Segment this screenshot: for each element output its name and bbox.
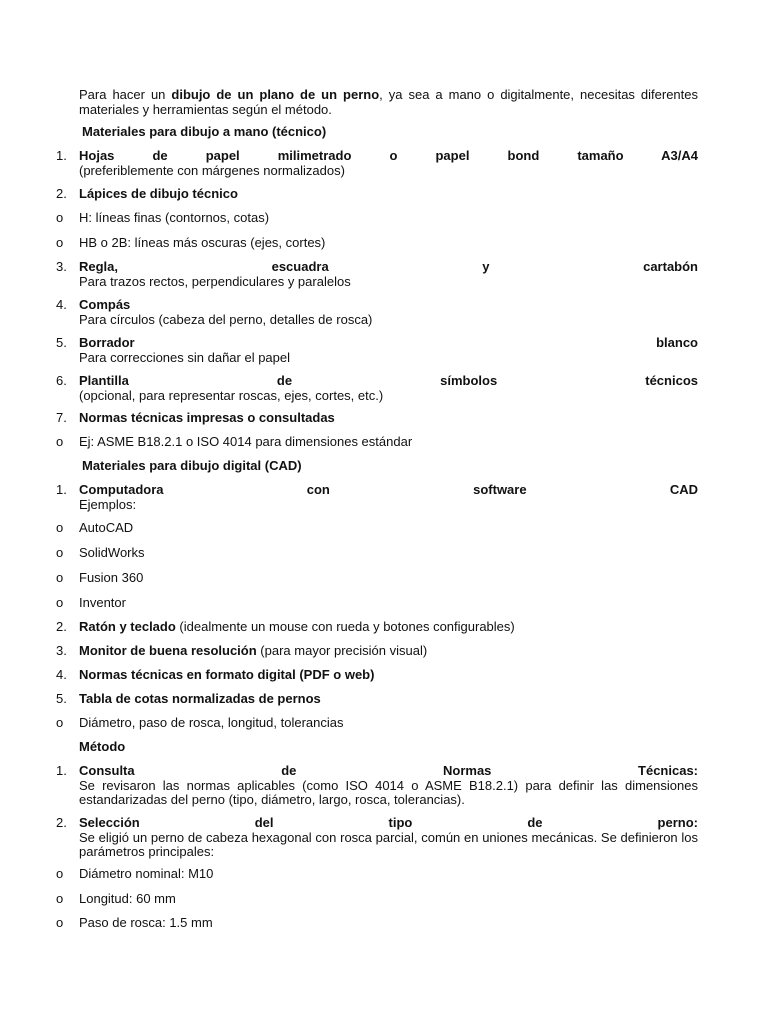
list-number: 3. (56, 643, 67, 658)
list-item-text: Ej: ASME B18.2.1 o ISO 4014 para dimensiones estándar (79, 434, 413, 449)
intro-line-1: Para hacer un dibujo de un plano de un perno, ya sea a mano o digitalmente, necesitas diferentes (79, 87, 698, 102)
bullet-marker: o (56, 595, 64, 610)
manual-item-5-desc: Para correcciones sin dañar el papel (79, 349, 291, 365)
list-item-text: Fusion 360 (79, 570, 144, 585)
manual-item-2-title: Lápices de dibujo técnico (79, 186, 238, 201)
bullet-marker: o (56, 434, 64, 449)
list-item-text: HB o 2B: líneas más oscuras (ejes, cortes) (79, 235, 326, 250)
method-item-1-title: Consulta de Normas Técnicas: (79, 763, 698, 778)
manual-item-5-title: Borrador blanco (79, 335, 698, 350)
list-number: 3. (56, 259, 67, 274)
list-item-text: Paso de rosca: 1.5 mm (79, 915, 213, 930)
method-heading: Método (79, 739, 126, 754)
list-number: 6. (56, 373, 67, 388)
list-number: 7. (56, 410, 67, 425)
bullet-marker: o (56, 520, 64, 535)
manual-heading: Materiales para dibujo a mano (técnico) (82, 124, 327, 139)
manual-item-4-title: Compás (79, 297, 131, 312)
list-item-text: Diámetro, paso de rosca, longitud, tolerancias (79, 715, 344, 730)
list-number: 1. (56, 148, 67, 163)
list-item-text: H: líneas finas (contornos, cotas) (79, 210, 270, 225)
method-item-1-desc: Se revisaron las normas aplicables (como ISO 4014 o ASME B18.2.1) para definir las dimensiones estandarizadas del perno (tipo, diámetro, largo, rosca, tolerancias). (79, 777, 698, 807)
bullet-marker: o (56, 235, 64, 250)
manual-item-4-desc: Para círculos (cabeza del perno, detalles de rosca) (79, 311, 373, 327)
manual-item-6-desc: (opcional, para representar roscas, ejes, cortes, etc.) (79, 387, 384, 403)
manual-item-1-title: Hojas de papel milimetrado o papel bond tamaño A3/A4 (79, 148, 698, 163)
bullet-marker: o (56, 545, 64, 560)
digital-item-1-desc: Ejemplos: (79, 496, 137, 512)
list-number: 1. (56, 763, 67, 778)
list-number: 4. (56, 667, 67, 682)
list-number: 2. (56, 815, 67, 830)
bullet-marker: o (56, 210, 64, 225)
manual-item-1-desc: (preferiblemente con márgenes normalizados) (79, 162, 345, 178)
list-number: 2. (56, 619, 67, 634)
intro-bold: dibujo de un plano de un perno (171, 87, 380, 102)
digital-item-4-text: Normas técnicas en formato digital (PDF o web) (79, 667, 375, 682)
digital-item-3-text: Monitor de buena resolución (para mayor precisión visual) (79, 643, 428, 658)
method-item-2-desc: Se eligió un perno de cabeza hexagonal con rosca parcial, común en uniones mecánicas. Se definieron los parámetros principales: (79, 829, 698, 859)
list-number: 2. (56, 186, 67, 201)
manual-item-6-title: Plantilla de símbolos técnicos (79, 373, 698, 388)
manual-item-3-desc: Para trazos rectos, perpendiculares y paralelos (79, 273, 351, 289)
bullet-marker: o (56, 915, 64, 930)
digital-item-2-text: Ratón y teclado (idealmente un mouse con rueda y botones configurables) (79, 619, 515, 634)
method-item-2-title: Selección del tipo de perno: (79, 815, 698, 830)
digital-heading: Materiales para dibujo digital (CAD) (82, 458, 302, 473)
bullet-marker: o (56, 715, 64, 730)
manual-item-3-title: Regla, escuadra y cartabón (79, 259, 698, 274)
list-item-text: Diámetro nominal: M10 (79, 866, 214, 881)
bullet-marker: o (56, 570, 64, 585)
bullet-marker: o (56, 891, 64, 906)
list-item-text: Longitud: 60 mm (79, 891, 176, 906)
list-number: 5. (56, 335, 67, 350)
list-number: 1. (56, 482, 67, 497)
digital-item-1-title: Computadora con software CAD (79, 482, 698, 497)
digital-item-5-text: Tabla de cotas normalizadas de pernos (79, 691, 321, 706)
list-number: 5. (56, 691, 67, 706)
intro-line-2: materiales y herramientas según el método. (79, 101, 332, 117)
list-number: 4. (56, 297, 67, 312)
list-item-text: Inventor (79, 595, 126, 610)
manual-item-7-title: Normas técnicas impresas o consultadas (79, 410, 335, 425)
list-item-text: SolidWorks (79, 545, 145, 560)
bullet-marker: o (56, 866, 64, 881)
list-item-text: AutoCAD (79, 520, 134, 535)
